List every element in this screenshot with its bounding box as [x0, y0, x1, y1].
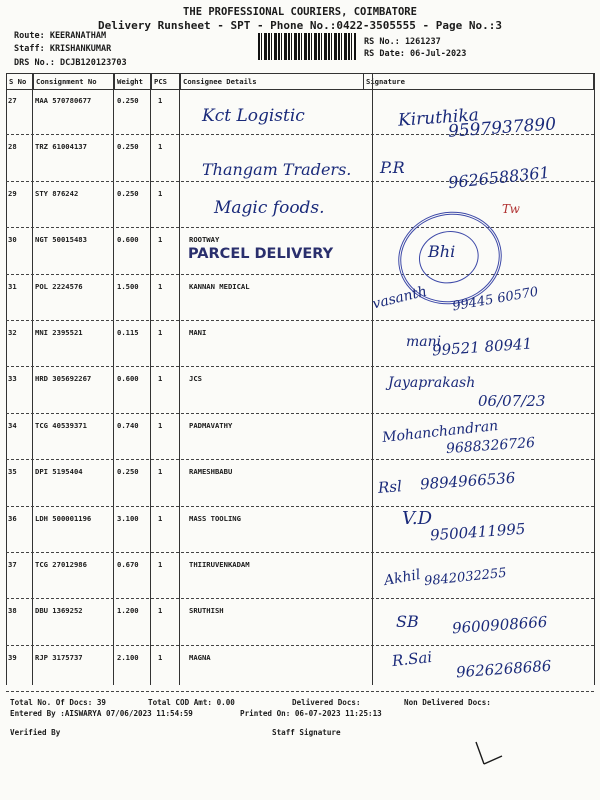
handwritten-signature: SB — [396, 612, 419, 631]
rs-date: RS Date: 06-Jul-2023 — [364, 49, 467, 59]
row-sno: 29 — [8, 188, 17, 198]
row-consignment-no: NGT 50015483 — [35, 235, 87, 245]
row-consignment-no: STY 876242 — [35, 188, 79, 198]
col-consignee: Consignee Details — [181, 74, 364, 90]
handwritten-signature: Mohanchandran — [381, 417, 499, 447]
parcel-delivery-stamp-text: PARCEL DELIVERY — [188, 246, 334, 262]
handwritten-signature: R.Sai — [391, 647, 433, 671]
row-pcs: 1 — [158, 96, 163, 105]
drs-number: DRS No.: DCJB120123703 — [14, 58, 127, 68]
row-sno: 39 — [8, 652, 17, 662]
row-consignee: RAMESHBABU — [189, 467, 233, 477]
col-sno: S No — [7, 74, 34, 90]
handwritten-phone: 99445 60570 — [451, 284, 540, 315]
row-separator — [6, 691, 594, 692]
handwritten-signature: vasanth — [370, 283, 429, 313]
row-consignment-no: DPI 5195404 — [35, 467, 83, 477]
row-consignment-no: MAA 570780677 — [35, 96, 92, 105]
row-consignment-no: TRZ 61004137 — [35, 142, 87, 152]
staff-label: Staff: KRISHANKUMAR — [14, 44, 112, 54]
row-pcs: 1 — [158, 606, 163, 616]
col-weight: Weight — [115, 74, 152, 90]
row-pcs: 1 — [158, 652, 163, 662]
row-pcs: 1 — [158, 513, 163, 523]
row-pcs: 1 — [158, 142, 163, 152]
barcode — [258, 33, 356, 60]
handwritten-consignee: Kct Logistic — [202, 106, 305, 126]
row-sno: 37 — [8, 560, 17, 569]
handwritten-phone: 9500411995 — [429, 519, 526, 545]
row-consignee: JCS — [189, 374, 202, 384]
row-consignment-no: LDH 500001196 — [35, 513, 92, 523]
total-docs: Total No. Of Docs: 39 — [10, 698, 107, 707]
row-sno: 30 — [8, 235, 17, 245]
row-consignment-no: MNI 2395521 — [35, 328, 83, 337]
col-signature: Signature — [364, 74, 594, 90]
handwritten-signature: Kiruthika — [397, 105, 480, 131]
row-consignee: MAGNA — [189, 652, 211, 662]
verified-by: Verified By — [10, 728, 61, 737]
row-consignment-no: TCG 40539371 — [35, 420, 87, 430]
non-delivered-docs: Non Delivered Docs: — [404, 698, 491, 707]
route-label: Route: KEERANATHAM — [14, 31, 107, 41]
handwritten-phone: 9626268686 — [455, 656, 552, 682]
row-weight: 0.250 — [117, 142, 139, 152]
rs-number: RS No.: 1261237 — [364, 37, 441, 47]
handwritten-consignee: Thangam Traders. — [202, 160, 352, 179]
row-sno: 31 — [8, 281, 17, 291]
row-consignee: SRUTHISH — [189, 606, 224, 616]
handwritten-phone: 9600908666 — [451, 612, 548, 638]
runsheet-table-header — [6, 73, 594, 90]
row-weight: 0.600 — [117, 235, 139, 245]
row-weight: 0.250 — [117, 188, 139, 198]
handwritten-signature: mani — [406, 334, 442, 350]
handwritten-phone: 9894966536 — [419, 468, 516, 494]
row-sno: 32 — [8, 328, 17, 337]
row-weight: 1.200 — [117, 606, 139, 616]
row-consignment-no: HRD 305692267 — [35, 374, 92, 384]
row-sno: 34 — [8, 420, 17, 430]
handwritten-signature: P.R — [380, 158, 405, 177]
staff-signature-label: Staff Signature — [272, 728, 341, 737]
handwritten-signature: Rsl — [377, 477, 403, 497]
row-weight: 0.600 — [117, 374, 139, 384]
row-pcs: 1 — [158, 188, 163, 198]
row-weight: 0.115 — [117, 328, 139, 337]
row-consignment-no: POL 2224576 — [35, 281, 83, 291]
handwritten-signature: V.D — [402, 508, 433, 529]
staff-signature-mark — [470, 738, 510, 768]
row-pcs: 1 — [158, 235, 163, 245]
document-title: THE PROFESSIONAL COURIERS, COIMBATORE — [183, 6, 417, 18]
row-pcs: 1 — [158, 560, 163, 569]
handwritten-phone: 9688326726 — [445, 434, 536, 458]
handwritten-phone: 9626588361 — [447, 162, 551, 193]
row-pcs: 1 — [158, 467, 163, 477]
col-pcs: PCS — [152, 74, 181, 90]
row-weight: 2.100 — [117, 652, 139, 662]
row-weight: 0.670 — [117, 560, 139, 569]
handwritten-date: 06/07/23 — [478, 392, 546, 410]
row-weight: 0.740 — [117, 420, 139, 430]
total-cod: Total COD Amt: 0.00 — [148, 698, 235, 707]
row-sno: 35 — [8, 467, 17, 477]
col-consignment: Consignment No — [34, 74, 115, 90]
handwritten-phone: 9842032255 — [423, 565, 508, 590]
row-weight: 0.250 — [117, 467, 139, 477]
handwritten-signature: Akhil — [382, 566, 422, 590]
row-weight: 3.100 — [117, 513, 139, 523]
row-consignee: MANI — [189, 328, 207, 337]
row-consignee: THIIRUVENKADAM — [189, 560, 250, 569]
printed-on: Printed On: 06-07-2023 11:25:13 — [240, 709, 382, 718]
row-consignee: KANNAN MEDICAL — [189, 281, 250, 291]
row-sno: 28 — [8, 142, 17, 152]
delivered-docs: Delivered Docs: — [292, 698, 361, 707]
row-weight: 0.250 — [117, 96, 139, 105]
handwritten-signature: Bhi — [428, 242, 456, 261]
handwritten-phone: 99521 80941 — [431, 334, 533, 360]
row-sno: 33 — [8, 374, 17, 384]
runsheet-subtitle: Delivery Runsheet - SPT - Phone No.:0422-3505555 - Page No.:3 — [98, 19, 502, 32]
row-pcs: 1 — [158, 281, 163, 291]
row-consignee: MASS TOOLING — [189, 513, 241, 523]
row-weight: 1.500 — [117, 281, 139, 291]
handwritten-signature: Jayaprakash — [388, 375, 476, 391]
row-pcs: 1 — [158, 328, 163, 337]
row-sno: 36 — [8, 513, 17, 523]
handwritten-consignee: Magic foods. — [214, 198, 325, 218]
handwritten-mark: Tw — [502, 202, 520, 216]
grid-line — [594, 73, 595, 685]
handwritten-phone: 9597937890 — [447, 114, 557, 142]
row-pcs: 1 — [158, 374, 163, 384]
row-sno: 27 — [8, 96, 17, 105]
row-pcs: 1 — [158, 420, 163, 430]
row-sno: 38 — [8, 606, 17, 616]
row-consignment-no: DBU 1369252 — [35, 606, 83, 616]
entered-by: Entered By :AISWARYA 07/06/2023 11:54:59 — [10, 709, 193, 718]
row-consignee: ROOTWAY — [189, 235, 220, 245]
row-consignment-no: RJP 3175737 — [35, 652, 83, 662]
row-consignee: PADMAVATHY — [189, 420, 233, 430]
row-consignment-no: TCG 27012986 — [35, 560, 87, 569]
